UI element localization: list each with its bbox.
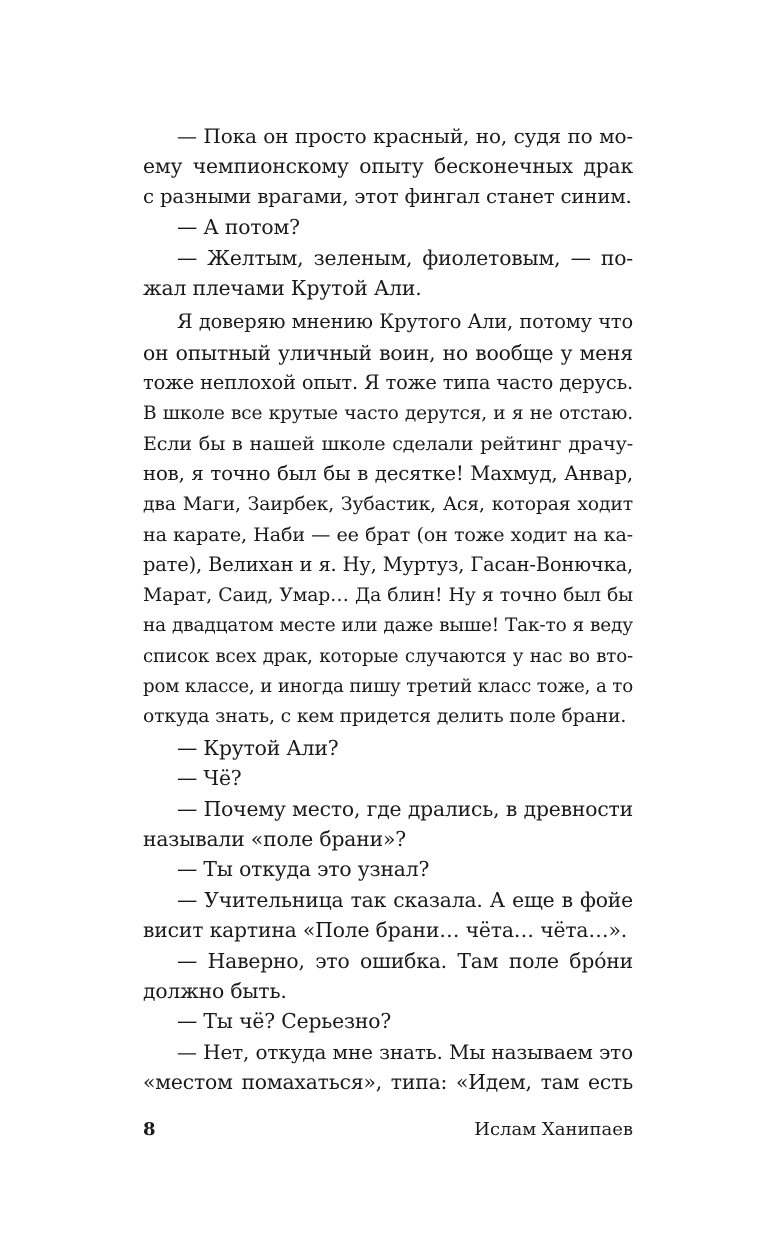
text-line: — Наверно, это ошибка. Там поле бро́ни bbox=[177, 948, 633, 973]
text-line: жал плечами Крутой Али. bbox=[143, 275, 422, 300]
text-line: должно быть. bbox=[143, 978, 287, 1003]
page-number: 8 bbox=[143, 1119, 156, 1140]
text-line: висит картина «Поле брани… чёта… чёта…». bbox=[143, 918, 628, 943]
text-line: тоже неплохой опыт. Я тоже типа часто дерусь. bbox=[143, 371, 633, 395]
text-line: — Нет, откуда мне знать. Мы называем это bbox=[177, 1039, 633, 1064]
text-line: на карате, Наби — ее брат (он тоже ходит на ка- bbox=[143, 523, 633, 547]
text-line: «местом помахаться», типа: «Идем, там есть bbox=[143, 1070, 633, 1095]
text-line: Если бы в нашей школе сделали рейтинг драчу- bbox=[143, 431, 633, 455]
text-line: — А потом? bbox=[177, 215, 300, 240]
text-line: — Учительница так сказала. А еще в фойе bbox=[177, 887, 633, 912]
text-line: — Крутой Али? bbox=[177, 735, 339, 760]
text-line: ром классе, и иногда пишу третий класс тоже, а то bbox=[143, 676, 633, 698]
text-line: называли «поле брани»? bbox=[143, 826, 406, 851]
text-line: нов, я точно был бы в десятке! Махмуд, Анвар, bbox=[143, 462, 633, 486]
text-line: откуда знать, с кем придется делить поле брани. bbox=[143, 706, 627, 728]
text-line: Марат, Саид, Умар… Да блин! Ну я точно был бы bbox=[143, 584, 633, 606]
text-line: два Маги, Заирбек, Зубастик, Ася, которая ходит bbox=[143, 493, 633, 515]
text-line: ему чемпионскому опыту бесконечных драк bbox=[143, 154, 633, 179]
text-line: — Пока он просто красный, но, судя по мо- bbox=[177, 124, 633, 148]
text-line: список всех драк, которые случаются у нас во вто- bbox=[143, 645, 633, 667]
text-line: — Почему место, где дрались, в древности bbox=[177, 796, 633, 821]
text-line: — Желтым, зеленым, фиолетовым, — по- bbox=[177, 245, 633, 270]
text-line: — Чё? bbox=[177, 766, 242, 791]
text-line: — Ты чё? Серьезно? bbox=[177, 1009, 392, 1034]
text-line: он опытный уличный воин, но вообще у меня bbox=[143, 340, 633, 365]
text-line: на двадцатом месте или даже выше! Так-то я веду bbox=[143, 615, 633, 637]
text-line: — Ты откуда это узнал? bbox=[177, 857, 430, 882]
text-line: В школе все крутые часто дерутся, и я не отстаю. bbox=[143, 402, 633, 424]
text-line: Я доверяю мнению Крутого Али, потому что bbox=[177, 310, 633, 334]
page-body bbox=[143, 121, 633, 1098]
text-line: с разными врагами, этот фингал станет синим. bbox=[143, 184, 632, 208]
text-line: рате), Велихан и я. Ну, Муртуз, Гасан-Вонючка, bbox=[143, 553, 633, 577]
running-footer-author: Ислам Ханипаев bbox=[474, 1119, 633, 1140]
